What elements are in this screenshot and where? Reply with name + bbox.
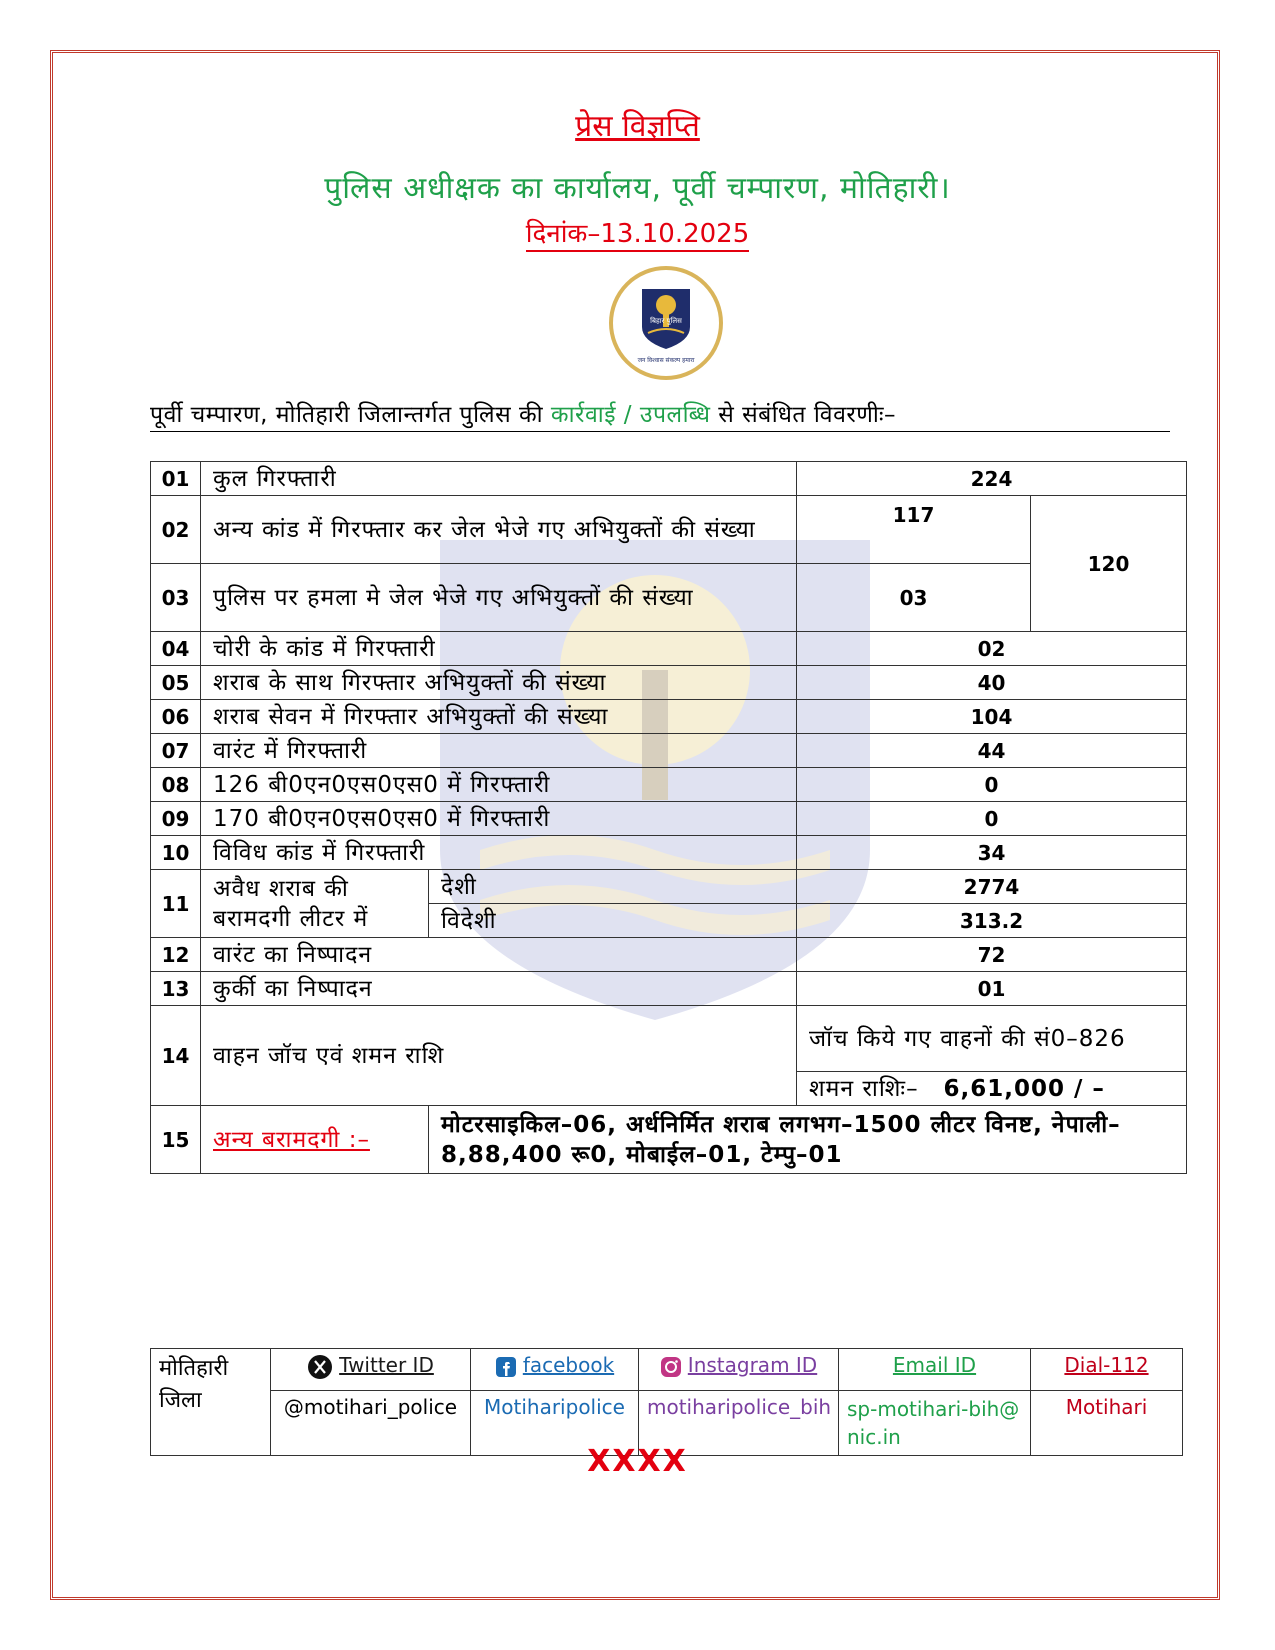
email-label[interactable]: Email ID (839, 1349, 1031, 1391)
district-label: मोतिहारी जिला (151, 1349, 271, 1456)
dial-label[interactable]: Dial-112 (1031, 1349, 1183, 1391)
table-row: 13 कुर्की का निष्पादन 01 (151, 972, 1187, 1006)
svg-text:जन विश्वास संकल्प हमारा: जन विश्वास संकल्प हमारा (637, 357, 695, 364)
facebook-icon (495, 1356, 517, 1378)
instagram-label[interactable]: Instagram ID (639, 1349, 839, 1391)
table-row: 04 चोरी के कांड में गिरफ्तारी 02 (151, 632, 1187, 666)
instagram-icon (660, 1356, 682, 1378)
release-date: दिनांक–13.10.2025 (0, 214, 1275, 250)
table-row: 05 शराब के साथ गिरफ्तार अभियुक्तों की संख्या 40 (151, 666, 1187, 700)
bihar-police-logo (608, 265, 724, 381)
table-row: 02 अन्य कांड में गिरफ्तार कर जेल भेजे गए अभियुक्तों की संख्या 117 120 (151, 496, 1187, 564)
instagram-handle[interactable]: motiharipolice_bih (639, 1391, 839, 1456)
table-row: 10 विविध कांड में गिरफ्तारी 34 (151, 836, 1187, 870)
table-row: 15 अन्य बरामदगी :– मोटरसाइकिल–06, अर्धनिर्मित शराब लगभग–1500 लीटर विनष्ट, नेपाली–8,88,400 रू0, मोबाईल–01, टेम्पु–01 (151, 1106, 1187, 1174)
table-row: 11 अवैध शराब की बरामदगी लीटर में देशी 2774 (151, 870, 1187, 904)
social-media-table (150, 1348, 1183, 1456)
svg-text:बिहार पुलिस: बिहार पुलिस (650, 317, 682, 325)
achievement-table (150, 461, 1187, 1174)
table-row: 03 पुलिस पर हमला मे जेल भेजे गए अभियुक्तों की संख्या 03 (151, 564, 1187, 632)
summary-heading: पूर्वी चम्पारण, मोतिहारी जिलान्तर्गत पुलिस की कार्रवाई / उपलब्धि से संबंधित विवरणीः– (150, 397, 1170, 432)
table-row: 14 वाहन जॉच एवं शमन राशि जॉच किये गए वाहनों की सं0–826 (151, 1006, 1187, 1072)
x-twitter-icon (307, 1354, 333, 1380)
end-mark: XXXX (587, 1444, 688, 1479)
table-row: शमन राशिः– 6,61,000 / – (151, 1072, 1187, 1106)
table-row: 07 वारंट में गिरफ्तारी 44 (151, 734, 1187, 768)
table-row: 09 170 बी0एन0एस0एस0 में गिरफ्तारी 0 (151, 802, 1187, 836)
office-title: पुलिस अधीक्षक का कार्यालय, पूर्वी चम्पारण, मोतिहारी। (324, 171, 951, 206)
twitter-handle[interactable]: @motihari_police (271, 1391, 471, 1456)
facebook-label[interactable]: facebook (471, 1349, 639, 1391)
table-row: 01 कुल गिरफ्तारी 224 (151, 462, 1187, 496)
table-row: विदेशी 313.2 (151, 904, 1187, 938)
table-row: 08 126 बी0एन0एस0एस0 में गिरफ्तारी 0 (151, 768, 1187, 802)
twitter-label[interactable]: Twitter ID (271, 1349, 471, 1391)
email-address[interactable]: sp-motihari-bih@nic.in (839, 1391, 1031, 1456)
facebook-handle[interactable]: Motiharipolice (471, 1391, 639, 1456)
table-row: 12 वारंट का निष्पादन 72 (151, 938, 1187, 972)
dial-location: Motihari (1031, 1391, 1183, 1456)
table-row: 06 शराब सेवन में गिरफ्तार अभियुक्तों की संख्या 104 (151, 700, 1187, 734)
press-release-title: प्रेस विज्ञप्ति (575, 109, 700, 144)
